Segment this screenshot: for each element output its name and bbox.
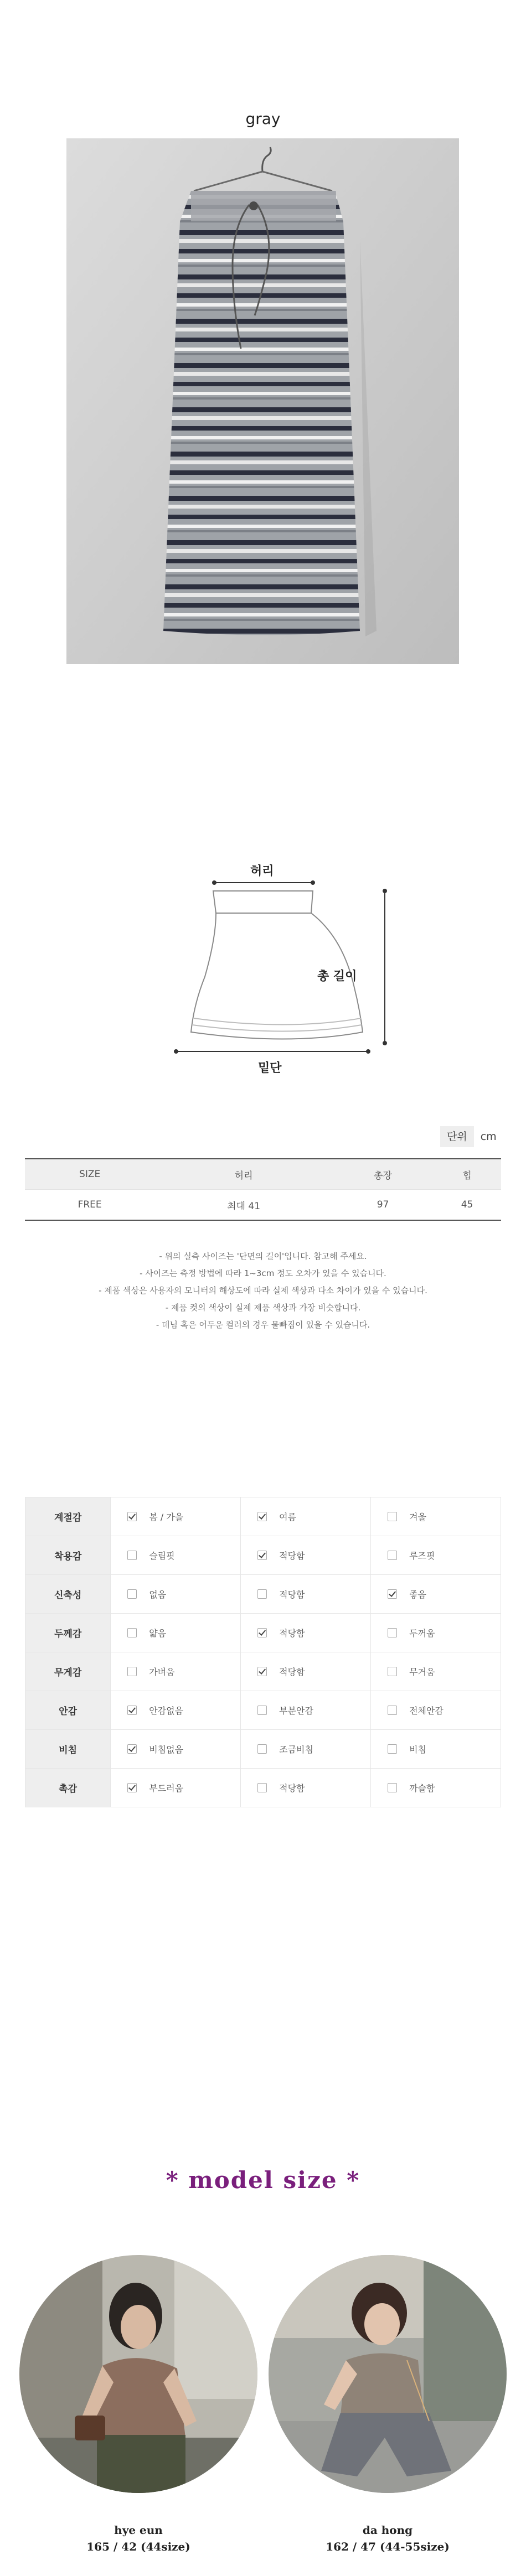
fabric-option-label: 적당함 [279, 1783, 305, 1794]
fabric-option-label: 루즈핏 [409, 1551, 435, 1561]
fabric-option [111, 1497, 241, 1536]
fabric-row-label: 촉감 [25, 1769, 111, 1807]
note-line: - 제품 색상은 사용자의 모니터의 해상도에 따라 실제 색상과 다소 차이가 있을 수 있습니다. [99, 1286, 427, 1295]
hip-cell: 45 [433, 1190, 501, 1221]
fabric-row-label: 비침 [25, 1730, 111, 1769]
unchecked-checkbox-icon [388, 1551, 397, 1560]
checked-checkbox-icon [127, 1512, 137, 1521]
fabric-option [241, 1652, 371, 1691]
color-label: gray [245, 110, 281, 128]
fabric-info-table [25, 1497, 501, 1807]
checked-checkbox-icon [257, 1667, 267, 1676]
fabric-option [111, 1614, 241, 1652]
fabric-option-label: 두꺼움 [409, 1628, 435, 1639]
size-diagram [161, 861, 415, 1076]
waist-label: 허리 [250, 864, 274, 878]
fabric-option [111, 1691, 241, 1730]
size-header: SIZE [25, 1159, 154, 1190]
unchecked-checkbox-icon [127, 1667, 137, 1676]
fabric-option-label: 겨울 [409, 1512, 426, 1522]
note-line: - 사이즈는 측정 방법에 따라 1~3cm 정도 오차가 있을 수 있습니다. [140, 1268, 386, 1278]
table-row [25, 1190, 501, 1221]
model-name: da hong [362, 2523, 413, 2537]
unchecked-checkbox-icon [388, 1512, 397, 1521]
fabric-option [241, 1536, 371, 1575]
unchecked-checkbox-icon [257, 1706, 267, 1715]
unchecked-checkbox-icon [127, 1628, 137, 1637]
fabric-row [25, 1691, 501, 1730]
fabric-option [371, 1730, 501, 1769]
checked-checkbox-icon [127, 1744, 137, 1754]
size-table-header [25, 1159, 501, 1190]
unchecked-checkbox-icon [257, 1589, 267, 1599]
unchecked-checkbox-icon [388, 1783, 397, 1792]
fabric-option-label: 봄 / 가을 [149, 1512, 184, 1522]
fabric-option-label: 좋음 [409, 1589, 426, 1600]
checked-checkbox-icon [257, 1551, 267, 1560]
unchecked-checkbox-icon [388, 1744, 397, 1754]
checked-checkbox-icon [257, 1512, 267, 1521]
fabric-option [371, 1652, 501, 1691]
fabric-option-label: 적당함 [279, 1628, 305, 1639]
fabric-row-label: 안감 [25, 1691, 111, 1730]
fabric-row [25, 1536, 501, 1575]
fabric-row-label: 계절감 [25, 1497, 111, 1536]
fabric-option [241, 1769, 371, 1807]
fabric-option-label: 무거움 [409, 1667, 435, 1677]
fabric-option [241, 1614, 371, 1652]
fabric-option-label: 안감없음 [149, 1706, 184, 1716]
unchecked-checkbox-icon [388, 1628, 397, 1637]
fabric-option [371, 1769, 501, 1807]
note-line: - 제품 컷의 색상이 실제 제품 색상과 가장 비슷합니다. [165, 1303, 361, 1313]
fabric-row-label: 두께감 [25, 1614, 111, 1652]
fabric-option [241, 1497, 371, 1536]
hem-label: 밑단 [258, 1061, 282, 1075]
unchecked-checkbox-icon [127, 1551, 137, 1560]
unchecked-checkbox-icon [257, 1783, 267, 1792]
model-size-title: * model size * [166, 2166, 360, 2194]
checked-checkbox-icon [388, 1589, 397, 1599]
fabric-option [111, 1575, 241, 1614]
unchecked-checkbox-icon [127, 1589, 137, 1599]
fabric-option-label: 부분안감 [279, 1706, 313, 1716]
fabric-option-label: 비침없음 [149, 1744, 184, 1755]
fabric-row-label: 신축성 [25, 1575, 111, 1614]
hip-header: 힙 [433, 1159, 501, 1190]
fabric-option-label: 조금비침 [279, 1744, 313, 1755]
fabric-option-label: 적당함 [279, 1551, 305, 1561]
size-cell: FREE [25, 1190, 154, 1221]
checked-checkbox-icon [257, 1628, 267, 1637]
fabric-row [25, 1652, 501, 1691]
length-label: 총 길이 [317, 970, 357, 983]
checked-checkbox-icon [127, 1706, 137, 1715]
fabric-option [371, 1575, 501, 1614]
fabric-option [241, 1730, 371, 1769]
checked-checkbox-icon [127, 1783, 137, 1792]
fabric-option-label: 부드러움 [149, 1783, 184, 1794]
fabric-option-label: 슬림핏 [149, 1551, 175, 1561]
fabric-row [25, 1769, 501, 1807]
fabric-row [25, 1730, 501, 1769]
fabric-option-label: 까슬함 [409, 1783, 435, 1794]
model-size: 162 / 47 (44-55size) [326, 2540, 450, 2553]
unchecked-checkbox-icon [257, 1744, 267, 1754]
fabric-option [241, 1575, 371, 1614]
model-photo [269, 2255, 507, 2493]
model-photo [19, 2255, 257, 2493]
fabric-option [241, 1691, 371, 1730]
unit-cm: cm [480, 1131, 497, 1143]
waist-header: 허리 [154, 1159, 333, 1190]
fabric-option-label: 가벼움 [149, 1667, 175, 1677]
fabric-option [371, 1691, 501, 1730]
note-line: - 데님 혹은 어두운 컬러의 경우 물빠짐이 있을 수 있습니다. [156, 1320, 370, 1330]
fabric-option [371, 1497, 501, 1536]
product-photo [66, 138, 459, 664]
unchecked-checkbox-icon [388, 1667, 397, 1676]
waist-cell: 최대 41 [154, 1190, 333, 1221]
fabric-option-label: 얇음 [149, 1628, 167, 1639]
unchecked-checkbox-icon [388, 1706, 397, 1715]
fabric-option [111, 1652, 241, 1691]
fabric-option [111, 1536, 241, 1575]
length-cell: 97 [333, 1190, 433, 1221]
fabric-row-label: 무게감 [25, 1652, 111, 1691]
fabric-option-label: 비침 [409, 1744, 426, 1755]
fabric-option-label: 적당함 [279, 1589, 305, 1600]
fabric-row [25, 1614, 501, 1652]
model-name: hye eun [114, 2523, 163, 2537]
fabric-option [111, 1769, 241, 1807]
unit-label: 단위 [440, 1126, 474, 1147]
fabric-option-label: 없음 [149, 1589, 167, 1600]
fabric-row-label: 착용감 [25, 1536, 111, 1575]
length-header: 총장 [333, 1159, 433, 1190]
fabric-option-label: 전체안감 [409, 1706, 444, 1716]
note-line: - 위의 실측 사이즈는 '단면의 길이'입니다. 참고해 주세요. [159, 1251, 367, 1261]
fabric-option-label: 적당함 [279, 1667, 305, 1677]
fabric-option-label: 여름 [279, 1512, 297, 1522]
fabric-option [371, 1614, 501, 1652]
fabric-option [111, 1730, 241, 1769]
striped-skirt-image [66, 138, 459, 664]
size-notes [0, 1248, 526, 1334]
model-size: 165 / 42 (44size) [86, 2540, 190, 2553]
fabric-row [25, 1497, 501, 1536]
fabric-option [371, 1536, 501, 1575]
size-table [25, 1158, 501, 1221]
fabric-row [25, 1575, 501, 1614]
unit-toggle [440, 1126, 503, 1147]
